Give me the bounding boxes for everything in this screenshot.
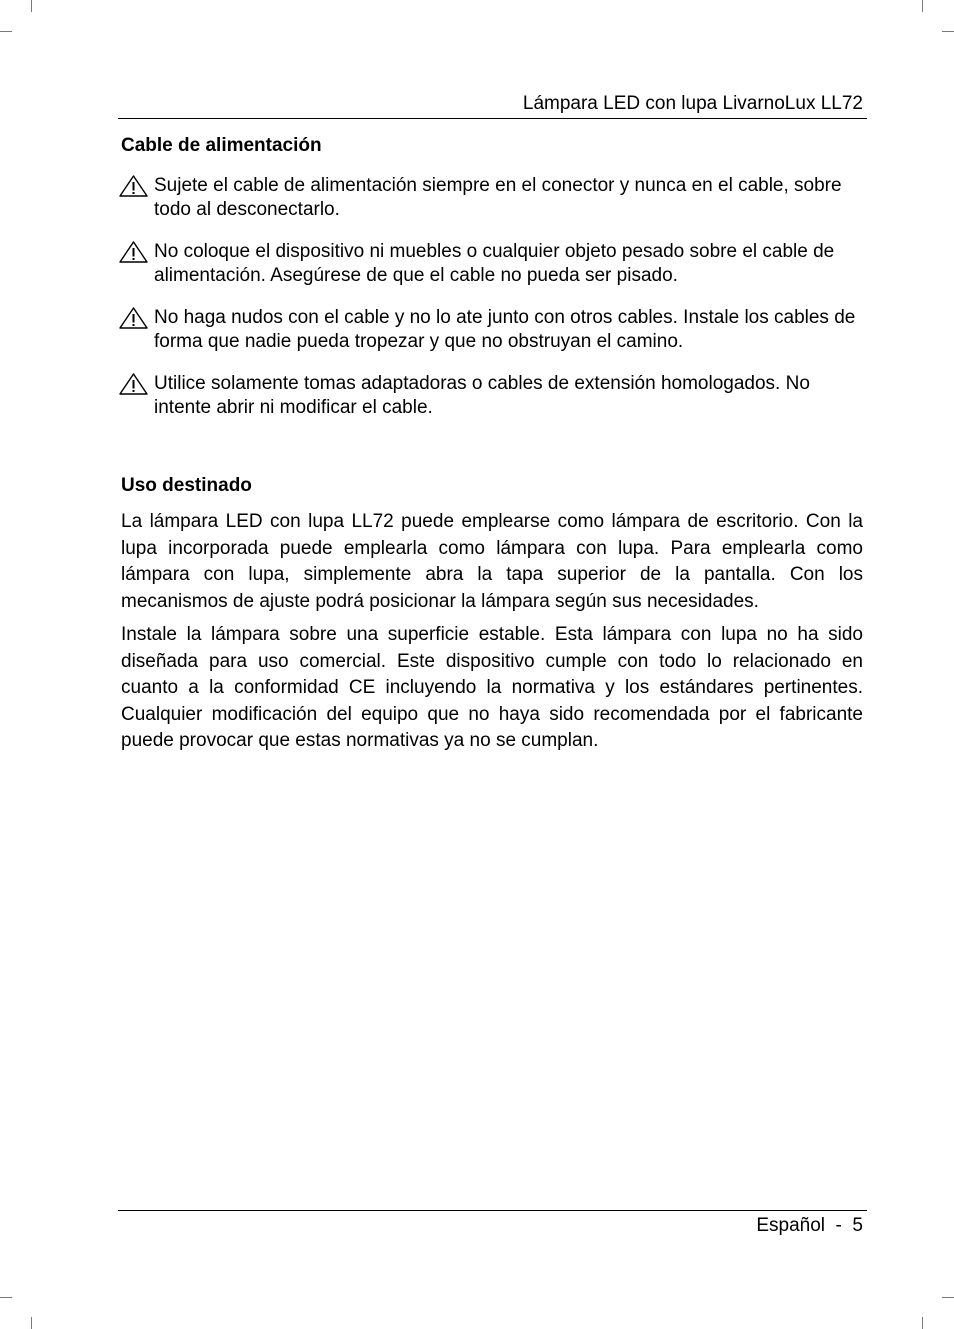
header-rule <box>118 118 867 119</box>
warning-triangle-icon <box>119 307 148 329</box>
warning-item <box>121 174 863 222</box>
warning-text: Sujete el cable de alimentación siempre en el conector y nunca en el cable, sobre todo al desconectarlo. <box>154 175 842 220</box>
warning-item <box>121 372 863 420</box>
crop-mark <box>942 31 954 32</box>
crop-mark <box>922 1317 923 1329</box>
section-heading: Cable de alimentación <box>121 135 322 156</box>
crop-mark <box>0 1297 12 1298</box>
crop-mark <box>31 1317 32 1329</box>
running-header: Lámpara LED con lupa LivarnoLux LL72 <box>522 93 863 114</box>
warning-list <box>121 174 863 420</box>
footer-rule <box>118 1210 867 1211</box>
warning-triangle-icon <box>119 175 148 197</box>
warning-item <box>121 240 863 288</box>
page-footer: Español - 5 <box>756 1215 863 1236</box>
warning-triangle-icon <box>119 241 148 263</box>
section-heading: Uso destinado <box>121 475 252 496</box>
page-content <box>121 134 863 755</box>
body-paragraph: La lámpara LED con lupa LL72 puede emplearse como lámpara de escritorio. Con la lupa incorporada puede emplearla como lámpara con lupa. Para emplearla como lámpara con lupa, simplemente abra la tapa superior de la pantalla. Con los mecanismos de ajuste podrá posicionar la lámpara según sus necesidades. <box>121 511 863 612</box>
section-intended-use <box>121 474 863 755</box>
crop-mark <box>942 1297 954 1298</box>
warning-item <box>121 306 863 354</box>
section-power-cable <box>121 134 863 420</box>
warning-text: No haga nudos con el cable y no lo ate junto con otros cables. Instale los cables de forma que nadie pueda tropezar y que no obstruyan el camino. <box>154 307 856 352</box>
crop-mark <box>0 31 12 32</box>
crop-mark <box>922 0 923 12</box>
warning-triangle-icon <box>119 373 148 395</box>
warning-text: No coloque el dispositivo ni muebles o cualquier objeto pesado sobre el cable de alimentación. Asegúrese de que el cable no pueda ser pisado. <box>154 241 835 286</box>
warning-text: Utilice solamente tomas adaptadoras o cables de extensión homologados. No intente abrir ni modificar el cable. <box>154 373 810 418</box>
body-paragraph: Instale la lámpara sobre una superficie estable. Esta lámpara con lupa no ha sido diseñada para uso comercial. Este dispositivo cumple con todo lo relacionado en cuanto a la conformidad CE incluyendo la normativa y los estándares pertinentes. Cualquier modificación del equipo que no haya sido recomendada por el fabricante puede provocar que estas normativas ya no se cumplan. <box>121 624 863 751</box>
crop-mark <box>31 0 32 12</box>
